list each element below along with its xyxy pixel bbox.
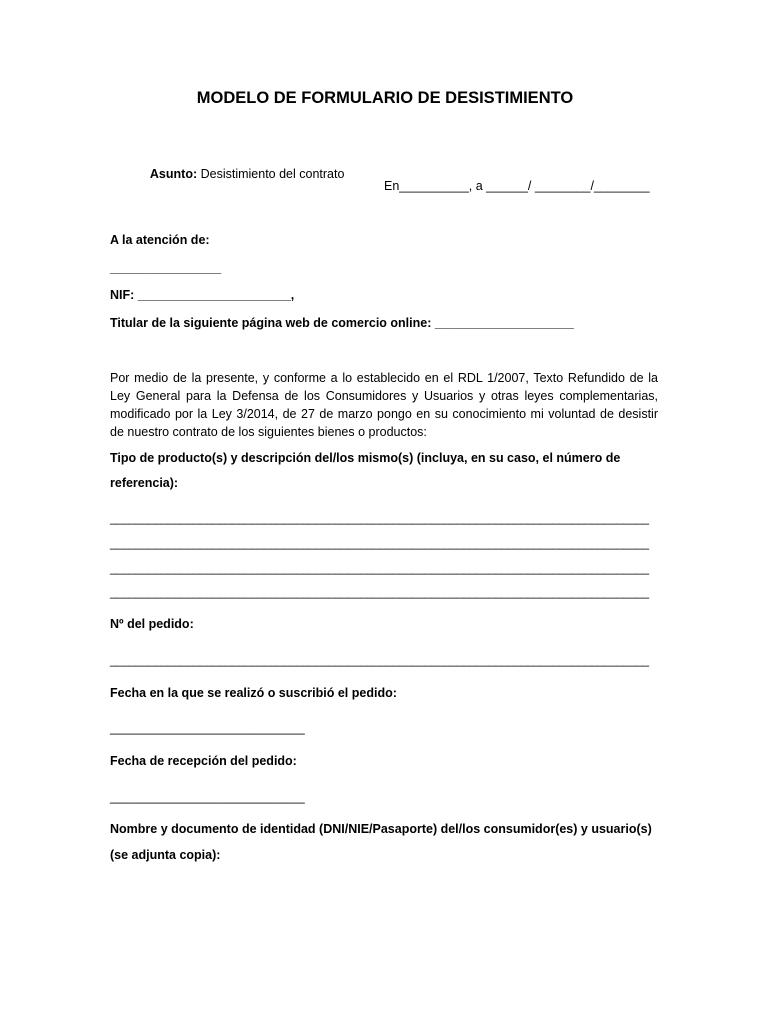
product-blank-line-4: ____________________________________________________________________________________ [110, 585, 649, 599]
pedido-blank-line: ____________________________________________________________________________________ [110, 653, 649, 667]
nombre-label: Nombre y documento de identidad (DNI/NIE/Pasaporte) del/los consumidor(es) y usuario(s) [110, 822, 652, 836]
asunto-label: Asunto: [149, 167, 198, 181]
atencion-label: A la atención de: [110, 233, 210, 247]
nombre-label-cont: (se adjunta copia): [110, 848, 221, 862]
nif-line: NIF: ______________________, [110, 288, 295, 302]
fecha-realizo-blank: ____________________________ [110, 721, 305, 735]
asunto-value: Desistimiento del contrato [197, 167, 345, 181]
asunto-line [136, 150, 344, 198]
fecha-realizo-label: Fecha en la que se realizó o suscribió el pedido: [110, 686, 397, 700]
product-blank-line-1: ____________________________________________________________________________________ [110, 511, 649, 525]
fecha-recepcion-blank: ____________________________ [110, 790, 305, 804]
pedido-label: Nº del pedido: [110, 617, 194, 631]
fecha-recepcion-label: Fecha de recepción del pedido: [110, 754, 297, 768]
product-blank-line-2: ____________________________________________________________________________________ [110, 536, 649, 550]
titular-line: Titular de la siguiente página web de comercio online: ____________________ [110, 316, 574, 330]
document-title: MODELO DE FORMULARIO DE DESISTIMIENTO [196, 89, 574, 107]
date-line: En__________, a ______/ ________/________ [384, 179, 650, 193]
product-blank-line-3: ____________________________________________________________________________________ [110, 561, 649, 575]
tipo-producto-label-cont: referencia): [110, 476, 179, 490]
body-paragraph: Por medio de la presente, y conforme a lo establecido en el RDL 1/2007, Texto Refundido de la Ley General para la Defensa de los Consumidores y Usuarios y otras leyes complementarias, modificado por la Ley 3/2014, de 27 de marzo pongo en su conocimiento mi voluntad de desistir de nuestro contrato de los siguientes bienes o productos: [110, 371, 658, 439]
atencion-blank: ________________ [110, 261, 222, 275]
tipo-producto-label: Tipo de producto(s) y descripción del/los mismo(s) (incluya, en su caso, el número de [110, 451, 621, 465]
